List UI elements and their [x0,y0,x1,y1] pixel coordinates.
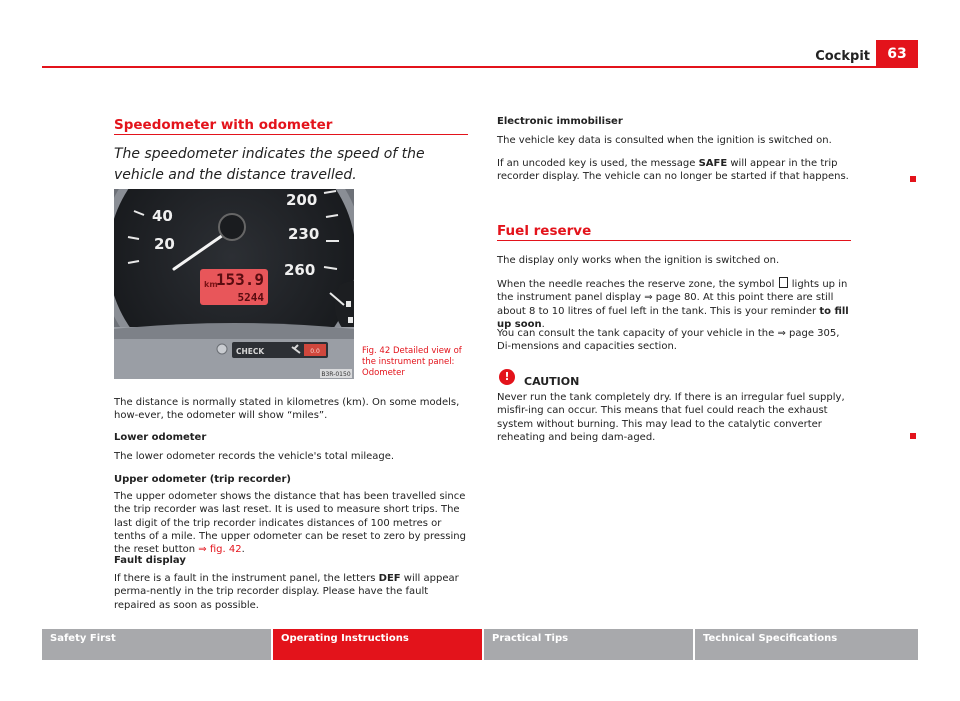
dial-label-260: 260 [284,261,316,279]
caution-icon: ! [499,369,515,385]
page-section-title: Cockpit [815,49,870,64]
odometer-unit: km [204,280,218,289]
figure-code: B3R-0150 [321,371,351,378]
needle-hub [219,214,245,240]
footer-tab-safety-first[interactable]: Safety First [42,629,271,660]
section-heading-speedometer: Speedometer with odometer [114,117,333,133]
paragraph-immobiliser-2: If an uncoded key is used, the message SAFE will appear in the trip recorder display. The vehicle can no longer be started if that happens. [497,158,849,183]
section-end-marker [910,433,916,439]
footer-tab-operating-instructions[interactable]: Operating Instructions [273,629,482,660]
section-heading-fuel-reserve: Fuel reserve [497,223,592,239]
subheading-upper-odometer: Upper odometer (trip recorder) [114,474,291,485]
instrument-panel-figure [114,189,354,379]
check-label: CHECK [236,347,265,356]
trip-odometer-value: 153.9 [215,270,264,289]
dial-label-230: 230 [288,225,320,243]
caution-title: CAUTION [524,375,580,388]
paragraph-lower-odometer: The lower odometer records the vehicle's total mileage. [114,451,395,462]
fuel-pump-icon [779,277,788,288]
footer-tab-practical-tips[interactable]: Practical Tips [484,629,693,660]
figure-caption: Fig. 42 Detailed view of the instrument panel: Odometer [362,346,462,378]
heading-rule [114,134,468,135]
reset-button [217,344,227,354]
paragraph-fuel-3: You can consult the tank capacity of your vehicle in the ⇒ page 305, Di-mensions and capacities section. [497,328,840,353]
safe-message: SAFE [698,158,728,169]
heading-rule [497,240,851,241]
dial-label-40: 40 [152,207,173,225]
paragraph-units: The distance is normally stated in kilometres (km). On some models, how-ever, the odometer will show “miles”. [114,397,460,422]
paragraph-upper-odometer: The upper odometer shows the distance that has been travelled since the trip recorder was last reset. It is used to measure short trips. The last digit of the trip recorder indicates distances of 100 metres or tenths of a mile. The upper odometer can be reset to zero by pressing the reset button ⇒ fig. 42. [114,491,466,556]
paragraph-immobiliser-1: The vehicle key data is consulted when the ignition is switched on. [497,135,832,146]
fault-code: DEF [378,573,401,584]
paragraph-fuel-2: When the needle reaches the reserve zone, the symbol lights up in the instrument panel display ⇒ page 80. At this point there are still about 8 to 10 litres of fuel left in the tank. This is your reminder to fill up soon. [497,279,849,330]
dial-label-20: 20 [154,235,175,253]
header-rule [42,66,918,68]
page-number: 63 [876,40,918,68]
subheading-immobiliser: Electronic immobiliser [497,116,623,127]
section-end-marker [910,176,916,182]
total-odometer-value: 5244 [237,291,264,304]
lead-text: The speedometer indicates the speed of the vehicle and the distance travelled. [114,146,425,183]
figure-link[interactable]: ⇒ fig. 42 [198,544,242,556]
footer-tab-technical-specifications[interactable]: Technical Specifications [695,629,918,660]
dial-label-200: 200 [286,191,318,209]
caution-text: Never run the tank completely dry. If there is an irregular fuel supply, misfir-ing can occur. This means that fuel could reach the exhaust system without burning. This may lead to the catalytic converter reheating and being dam-aged. [497,392,845,443]
instrument-panel-illustration [114,189,354,379]
subheading-lower-odometer: Lower odometer [114,432,207,443]
service-value: 0.0 [310,348,320,355]
paragraph-fault-display: If there is a fault in the instrument panel, the letters DEF will appear perma-nently in the trip recorder display. Please have the fault repaired as soon as possible. [114,573,459,611]
paragraph-fuel-1: The display only works when the ignition is switched on. [497,255,780,266]
subheading-fault-display: Fault display [114,555,186,566]
